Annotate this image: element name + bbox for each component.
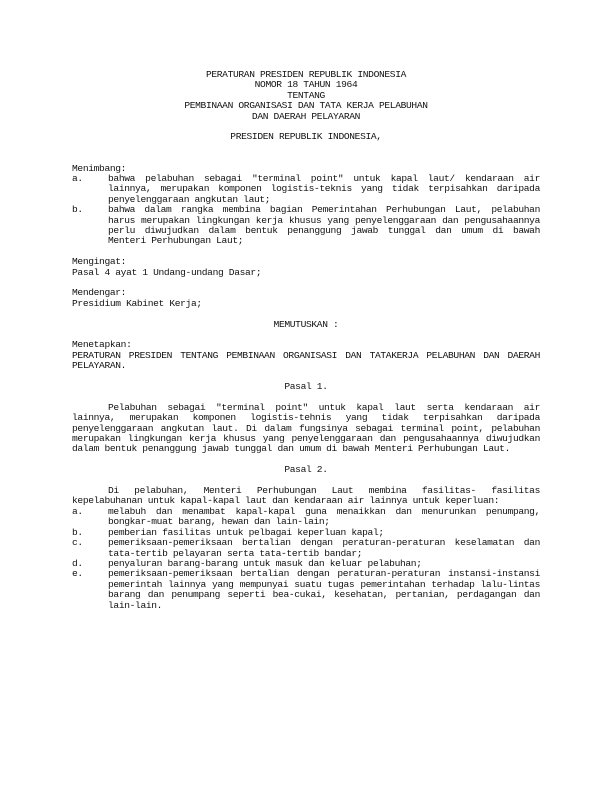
mengingat-text: Pasal 4 ayat 1 Undang-undang Dasar; (72, 266, 262, 278)
menimbang-label: Menimbang: (72, 162, 127, 174)
mengingat-label: Mengingat: (72, 256, 127, 268)
document-header (72, 70, 540, 143)
mendengar-label: Mendengar: (72, 287, 127, 299)
menetapkan-label: Menetapkan: (72, 339, 132, 351)
menimbang-item-b: b. bahwa dalam rangka membina bagian Pemerintahan Perhubungan Laut, pelabuhan harus merupakan lingkungan kerja khusus yang penyelenggaraan dan pengusahaannya perlu diwujudkan dalam bentuk penanggung jawab tunggal dan umum di bawah Menteri Perhubungan Laut; (72, 204, 540, 247)
pasal-2-item-e: e. pemeriksaan-pemeriksaan bertalian dengan peraturan-peraturan instansi-instansi pemerintah lainnya yang mempunyai suatu tugas pemerintahan terhadap lalu-lintas barang dan penumpang seperti bea-cukai, kesehatan, pertanian, perdagangan dan lain-lain. (72, 568, 540, 611)
title-line-4: PEMBINAAN ORGANISASI DAN TATA KERJA PELABUHAN (184, 100, 428, 112)
pasal-2-item-c: c. pemeriksaan-pemeriksaan bertalian dengan peraturan-peraturan keselamatan dan tata-tertib pelayaran serta tata-tertib bandar; (72, 537, 540, 559)
pasal-1-title: Pasal 1. (284, 381, 328, 393)
pasal-2-intro: Di pelabuhan, Menteri Perhubungan Laut membina fasilitas- fasilitas kepelabuhanan untuk kapal-kapal laut dan kendaraan air lainnya untuk keperluan: (72, 485, 540, 507)
memutuskan-heading: MEMUTUSKAN : (273, 318, 339, 330)
menetapkan-text: PERATURAN PRESIDEN TENTANG PEMBINAAN ORGANISASI DAN TATAKERJA PELABUHAN DAN DAERAH PELAYARAN. (72, 349, 540, 372)
president-heading: PRESIDEN REPUBLIK INDONESIA, (230, 131, 382, 143)
pasal-2-title: Pasal 2. (284, 464, 328, 476)
mendengar-text: Presidium Kabinet Kerja; (72, 297, 202, 309)
title-line-5: DAN DAERAH PELAYARAN (251, 110, 361, 122)
pasal-2-item-b: b. pemberian fasilitas untuk pelbagai keperluan kapal; (72, 526, 384, 538)
title-line-1: PERATURAN PRESIDEN REPUBLIK INDONESIA (205, 69, 407, 80)
title-line-3: TENTANG (287, 89, 325, 101)
document-page (72, 70, 540, 611)
title-line-2: NOMOR 18 TAHUN 1964 (254, 79, 358, 91)
menimbang-item-a: a. bahwa pelabuhan sebagai "terminal point" untuk kapal laut/ kendaraan air lainnya, merupakan komponen logistis-teknis yang tidak terpisahkan daripada penyelenggaraan angkutan laut; (72, 173, 540, 205)
pasal-2-item-a: a. melabuh dan menambat kapal-kapal guna menaikkan dan menurunkan penumpang, bongkar-muat barang, hewan dan lain-lain; (72, 505, 540, 528)
pasal-2-item-d: d. penyaluran barang-barang untuk masuk dan keluar pelabuhan; (72, 557, 422, 569)
pasal-1-text: Pelabuhan sebagai "terminal point" untuk kapal laut serta kendaraan air lainnya, merupakan komponen logistis-tehnis yang tidak terpisahkan daripada penyelenggaraan angkutan laut. Di dalam fungsinya sebagai terminal point, pelabuhan merupakan lingkungan kerja khusus yang penyelenggaraan dan pengusahaannya diwujudkan dalam bentuk penanggung jawab tunggal dan umum di bawah Menteri Perhubungan Laut. (72, 401, 540, 455)
